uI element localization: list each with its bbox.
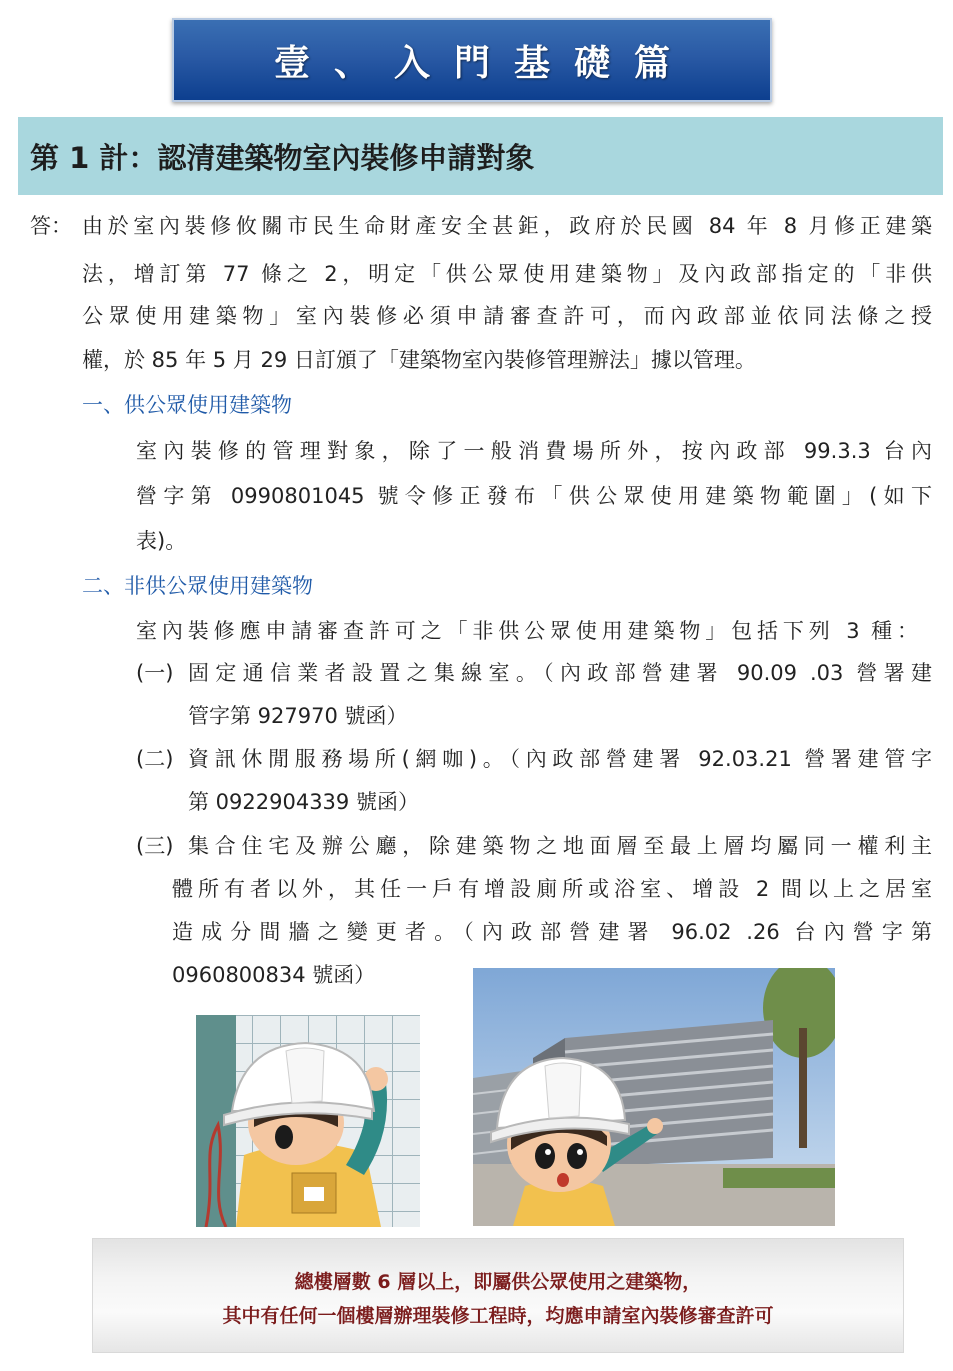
- callout-line: 其中有任何一個樓層辦理裝修工程時，均應申請室內裝修審查許可: [222, 1305, 774, 1327]
- part1-line: 營字第 0990801045 號令修正發布「供公眾使用建築物範圍」(如下: [136, 484, 932, 508]
- item-label: (一): [136, 661, 174, 685]
- item-line: 0960800834 號函）: [172, 963, 376, 987]
- answer-line: 公眾使用建築物」室內裝修必須申請審查許可，而內政部並依同法條之授: [82, 304, 932, 328]
- worker-building-illustration: [473, 968, 835, 1226]
- callout-box: [92, 1238, 904, 1353]
- item-line: 造成分間牆之變更者。（內政部營建署 96.02 .26 台內營字第: [172, 920, 932, 944]
- chapter-title: 壹、入門基礎篇: [273, 42, 694, 84]
- answer-line: 由於室內裝修攸關市民生命財產安全甚鉅，政府於民國 84 年 8 月修正建築: [82, 214, 932, 238]
- item-line: 第 0922904339 號函）: [188, 790, 419, 814]
- part1-line: 表)。: [136, 529, 187, 553]
- item-line: 集合住宅及辦公廳，除建築物之地面層至最上層均屬同一權利主: [188, 834, 932, 858]
- section-header: [18, 117, 943, 195]
- section-title: 第 1 計：認清建築物室內裝修申請對象: [30, 140, 535, 175]
- part2-heading: 二、非供公眾使用建築物: [82, 574, 313, 598]
- item-label: (二): [136, 747, 174, 771]
- item-label: (三): [136, 834, 174, 858]
- worker-wall-illustration: [196, 1015, 420, 1227]
- chapter-banner: [172, 18, 772, 102]
- answer-line: 權，於 85 年 5 月 29 日訂頒了「建築物室內裝修管理辦法」據以管理。: [82, 348, 756, 372]
- part1-line: 室內裝修的管理對象，除了一般消費場所外，按內政部 99.3.3 台內: [136, 439, 932, 463]
- item-line: 體所有者以外，其任一戶有增設廁所或浴室、增設 2 間以上之居室: [172, 877, 932, 901]
- item-line: 固定通信業者設置之集線室。（內政部營建署 90.09 .03 營署建: [188, 661, 932, 685]
- answer-prefix: 答：: [30, 214, 72, 238]
- item-line: 管字第 927970 號函）: [188, 704, 408, 728]
- answer-line: 法，增訂第 77 條之 2，明定「供公眾使用建築物」及內政部指定的「非供: [82, 262, 932, 286]
- callout-line: 總樓層數 6 層以上，即屬供公眾使用之建築物，: [294, 1271, 702, 1293]
- part1-heading: 一、供公眾使用建築物: [82, 393, 292, 417]
- part2-intro: 室內裝修應申請審查許可之「非供公眾使用建築物」包括下列 3 種：: [136, 619, 918, 643]
- item-line: 資訊休閒服務場所(網咖)。（內政部營建署 92.03.21 營署建管字: [188, 747, 932, 771]
